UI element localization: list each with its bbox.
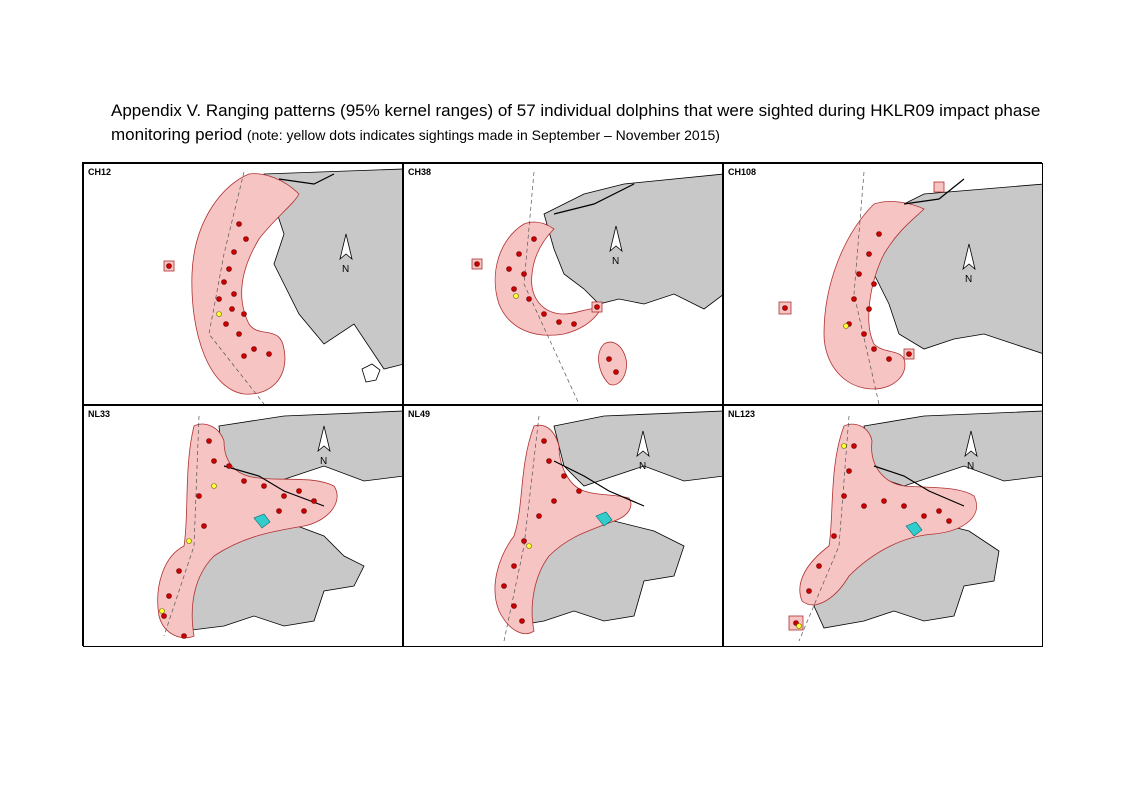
sighting-dot: [867, 307, 872, 312]
north-label: N: [612, 256, 620, 267]
sighting-dot: [475, 262, 480, 267]
panel-label: NL49: [408, 409, 431, 419]
sighting-dot: [267, 352, 272, 357]
figure-title: [111, 99, 1051, 147]
north-label: N: [320, 456, 328, 467]
recent-sighting-dot: [527, 544, 532, 549]
sighting-dot: [817, 564, 822, 569]
sighting-dot: [562, 474, 567, 479]
sighting-dot: [922, 514, 927, 519]
north-label: N: [967, 461, 975, 472]
sighting-dot: [572, 322, 577, 327]
sighting-dot: [297, 489, 302, 494]
north-label: N: [342, 264, 350, 275]
sighting-dot: [552, 499, 557, 504]
sighting-dot: [527, 297, 532, 302]
sighting-dot: [882, 499, 887, 504]
panel-label: CH108: [728, 167, 757, 177]
sighting-dot: [232, 250, 237, 255]
kernel-range-island: [599, 342, 627, 385]
map-panel-nl123: [723, 405, 1043, 647]
map-nl123: [724, 406, 1043, 647]
sighting-dot: [262, 484, 267, 489]
recent-sighting-dot: [160, 609, 165, 614]
sighting-dot: [222, 280, 227, 285]
sighting-dot: [907, 352, 912, 357]
sighting-dot: [232, 292, 237, 297]
map-ch38: [404, 164, 723, 405]
sighting-dot: [520, 619, 525, 624]
recent-sighting-dot: [842, 444, 847, 449]
sighting-dot: [872, 347, 877, 352]
sighting-dot: [542, 312, 547, 317]
sighting-dot: [522, 539, 527, 544]
sighting-dot: [542, 439, 547, 444]
sighting-dot: [614, 370, 619, 375]
north-label: N: [965, 274, 973, 285]
sighting-dot: [522, 272, 527, 277]
sighting-dot: [177, 569, 182, 574]
title-main: Appendix V. Ranging patterns (95% kernel ranges) of 57 individual dolphins that were sighted during HKLR09 impact phase monitoring period: [111, 101, 1041, 144]
sighting-dot: [807, 589, 812, 594]
sighting-dot: [862, 332, 867, 337]
sighting-dot: [312, 499, 317, 504]
sighting-dot: [902, 504, 907, 509]
map-panel-ch12: [83, 163, 403, 405]
recent-sighting-dot: [187, 539, 192, 544]
sighting-dot: [842, 494, 847, 499]
landmass-north: [219, 411, 403, 486]
recent-sighting-dot: [844, 324, 849, 329]
sighting-dot: [595, 305, 600, 310]
sighting-dot: [217, 297, 222, 302]
island: [362, 364, 380, 382]
sighting-dot: [947, 519, 952, 524]
sighting-dot: [302, 509, 307, 514]
sighting-dot: [227, 267, 232, 272]
sighting-dot: [577, 489, 582, 494]
sighting-dot: [237, 222, 242, 227]
kernel-range: [192, 174, 299, 394]
sighting-dot: [502, 584, 507, 589]
map-panel-nl49: [403, 405, 723, 647]
landmass-north: [864, 411, 1043, 486]
map-nl33: [84, 406, 403, 647]
map-ch12: [84, 164, 403, 405]
sighting-dot: [857, 272, 862, 277]
recent-sighting-dot: [217, 312, 222, 317]
sighting-dot: [537, 514, 542, 519]
sighting-dot: [182, 634, 187, 639]
recent-sighting-dot: [797, 624, 802, 629]
sighting-dot: [532, 237, 537, 242]
map-nl49: [404, 406, 723, 647]
sighting-dot: [282, 494, 287, 499]
sighting-dot: [547, 459, 552, 464]
recent-sighting-dot: [514, 294, 519, 299]
sighting-dot: [832, 534, 837, 539]
sighting-dot: [512, 564, 517, 569]
sighting-dot: [862, 504, 867, 509]
sighting-dot: [230, 307, 235, 312]
sighting-dot: [242, 479, 247, 484]
north-label: N: [639, 461, 647, 472]
sighting-dot: [783, 306, 788, 311]
sighting-dot: [167, 264, 172, 269]
recent-sighting-dot: [212, 484, 217, 489]
map-panel-nl33: [83, 405, 403, 647]
sighting-dot: [937, 509, 942, 514]
panel-label: CH12: [88, 167, 112, 177]
map-grid: [82, 162, 1042, 646]
sighting-dot: [207, 439, 212, 444]
sighting-dot: [212, 459, 217, 464]
panel-label: NL33: [88, 409, 111, 419]
panel-label: CH38: [408, 167, 432, 177]
sighting-dot: [167, 594, 172, 599]
title-note: (note: yellow dots indicates sightings made in September – November 2015): [246, 127, 720, 143]
sighting-dot: [852, 297, 857, 302]
panel-label: NL123: [728, 409, 756, 419]
sighting-dot: [872, 282, 877, 287]
sighting-dot: [507, 267, 512, 272]
sighting-dot: [197, 494, 202, 499]
sighting-dot: [877, 232, 882, 237]
sighting-dot: [867, 252, 872, 257]
sighting-dot: [242, 312, 247, 317]
landmass: [544, 174, 723, 309]
sighting-dot: [512, 604, 517, 609]
map-panel-ch108: [723, 163, 1043, 405]
kernel-range-outlier: [934, 182, 944, 192]
sighting-dot: [512, 287, 517, 292]
sighting-dot: [244, 237, 249, 242]
sighting-dot: [224, 322, 229, 327]
sighting-dot: [277, 509, 282, 514]
sighting-dot: [202, 524, 207, 529]
sighting-dot: [852, 444, 857, 449]
map-panel-ch38: [403, 163, 723, 405]
sighting-dot: [162, 614, 167, 619]
sighting-dot: [847, 469, 852, 474]
sighting-dot: [557, 320, 562, 325]
sighting-dot: [227, 464, 232, 469]
sighting-dot: [887, 357, 892, 362]
sighting-dot: [237, 332, 242, 337]
sighting-dot: [517, 252, 522, 257]
sighting-dot: [252, 347, 257, 352]
map-ch108: [724, 164, 1043, 405]
sighting-dot: [607, 357, 612, 362]
sighting-dot: [242, 354, 247, 359]
